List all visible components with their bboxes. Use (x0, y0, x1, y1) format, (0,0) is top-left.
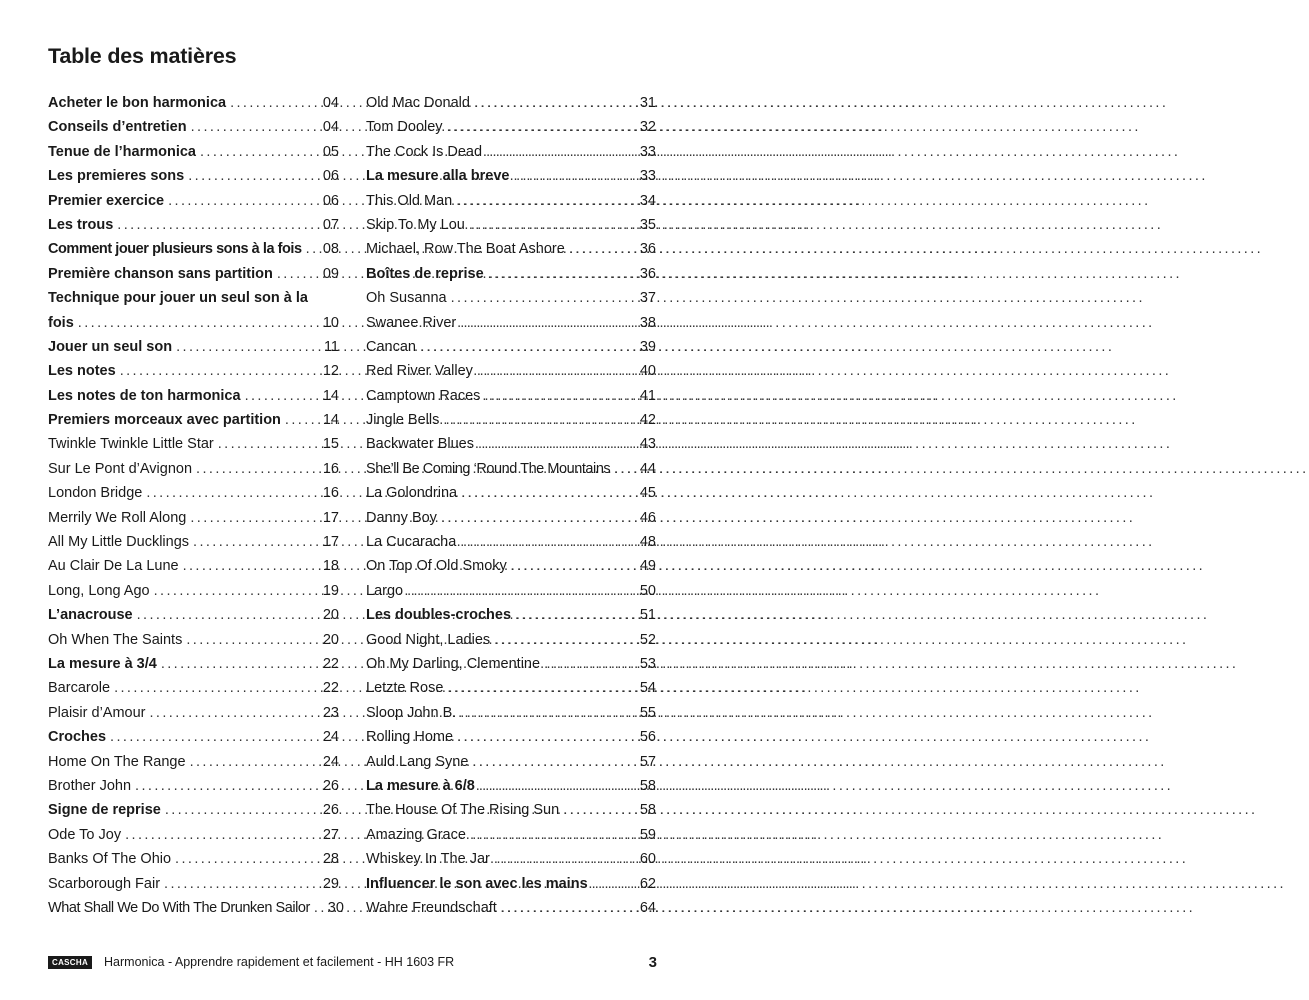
toc-entry (48, 140, 339, 164)
toc-entry (48, 872, 339, 896)
toc-entry (366, 823, 656, 847)
toc-entry (366, 115, 656, 139)
dot-leader (443, 408, 632, 432)
dot-leader (218, 432, 315, 456)
toc-entry-page: 22 (322, 680, 339, 697)
toc-entry-title: Camptown Races (366, 387, 481, 404)
toc-entry-page: 43 (639, 436, 656, 453)
toc-entry-title: Amazing Grace (366, 826, 466, 843)
toc-entry-page: 28 (322, 851, 339, 868)
toc-entry-page: 49 (639, 558, 656, 575)
toc-entry (48, 750, 339, 774)
toc-entry (48, 457, 339, 481)
dot-leader (407, 579, 632, 603)
dot-leader (472, 750, 632, 774)
toc-entry-page: 36 (639, 265, 656, 282)
toc-entry-page: 26 (322, 777, 339, 794)
toc-entry-title: Old Mac Donald (366, 95, 470, 111)
dot-leader (460, 530, 632, 554)
dot-leader (117, 213, 315, 237)
dot-leader (154, 579, 315, 603)
toc-entry-title: The House Of The Rising Sun (366, 802, 560, 819)
toc-entry (366, 91, 656, 115)
toc-entry-title: Croches (48, 729, 107, 746)
dot-leader (150, 701, 316, 725)
dot-leader (114, 676, 315, 700)
toc-entry-title: Twinkle Twinkle Little Star (48, 436, 214, 453)
toc-entry-title: Scarborough Fair (48, 875, 161, 892)
toc-entry (48, 384, 339, 408)
dot-leader (457, 725, 632, 749)
toc-entry (366, 408, 656, 432)
toc-entry (48, 481, 339, 505)
toc-entry-title: All My Little Ducklings (48, 534, 190, 551)
toc-entry-title: Rolling Home (366, 729, 454, 746)
toc-entry-title: What Shall We Do With The Drunken Sailor (48, 899, 310, 916)
dot-leader (513, 164, 632, 188)
toc-entry-page: 32 (639, 119, 656, 136)
toc-entry-title: The Cock Is Dead (366, 143, 483, 160)
toc-entry-page: 06 (322, 192, 339, 209)
toc-entry (48, 91, 339, 115)
dot-leader (314, 896, 320, 920)
toc-entry-title: Skip To My Lou (366, 216, 465, 233)
toc-entry-page: 38 (639, 314, 656, 331)
toc-entry-title: La mesure à 6/8 (366, 777, 475, 794)
toc-entry-title: Danny Boy (366, 509, 437, 526)
dot-leader (460, 311, 632, 335)
dot-leader (137, 603, 315, 627)
toc-entry-page: 58 (639, 802, 656, 819)
dot-leader (461, 481, 632, 505)
dot-leader (501, 896, 632, 920)
toc-entry (48, 237, 339, 261)
toc-entry-page: 58 (639, 777, 656, 794)
toc-entry (48, 701, 339, 725)
toc-entry-page: 52 (639, 631, 656, 648)
toc-entry (366, 774, 656, 798)
toc-entry-title: Whiskey In The Jar (366, 851, 490, 868)
toc-entry-page: 31 (639, 95, 656, 111)
dot-leader (188, 164, 315, 188)
toc-entry-title: Jingle Bells (366, 412, 440, 429)
toc-entry-title: Oh Susanna (366, 290, 447, 307)
toc-entry-page: 27 (322, 826, 339, 843)
toc-column-right (366, 91, 656, 920)
toc-entry-page: 06 (322, 168, 339, 185)
toc-entry-page: 57 (639, 753, 656, 770)
toc-entry-page: 53 (639, 655, 656, 672)
toc-entry-page: 04 (322, 95, 339, 111)
toc-entry (48, 164, 339, 188)
toc-entry-title: Barcarole (48, 680, 111, 697)
toc-entry-title: Banks Of The Ohio (48, 851, 172, 868)
toc-entry-title: Les trous (48, 216, 114, 233)
toc-entry (48, 676, 339, 700)
toc-entry-page: 26 (322, 802, 339, 819)
toc-entry-page: 08 (322, 241, 339, 258)
toc-entry-page: 09 (322, 265, 339, 282)
dot-leader (161, 652, 315, 676)
dot-leader (165, 798, 315, 822)
toc-entry-page: 44 (639, 460, 656, 477)
toc-entry-title: Jouer un seul son (48, 338, 173, 355)
dot-leader (110, 725, 315, 749)
toc-entry-page: 54 (639, 680, 656, 697)
toc-entry-page: 33 (639, 143, 656, 160)
dot-leader (164, 872, 315, 896)
publisher-logo: CASCHA (48, 956, 92, 969)
toc-entry (366, 676, 656, 700)
toc-entry (366, 530, 656, 554)
toc-entry-continuation (48, 311, 339, 335)
toc-entry (366, 652, 656, 676)
dot-leader (470, 823, 632, 847)
dot-leader (120, 359, 315, 383)
toc-entry-title: Acheter le bon harmonica (48, 95, 227, 111)
toc-entry-title: Sloop John B. (366, 704, 457, 721)
toc-entry-title: Long, Long Ago (48, 582, 150, 599)
dot-leader (196, 457, 315, 481)
toc-entry (48, 530, 339, 554)
toc-entry-title: Signe de reprise (48, 802, 161, 819)
toc-entry (48, 359, 339, 383)
toc-entry-title: On Top Of Old Smoky (366, 558, 507, 575)
toc-entry (366, 432, 656, 456)
toc-entry-title-cont: fois (48, 314, 74, 331)
toc-entry (48, 554, 339, 578)
page-number: 3 (648, 953, 657, 971)
toc-entry (366, 286, 656, 310)
toc-entry-title: Ode To Joy (48, 826, 122, 843)
dot-leader (474, 91, 632, 115)
toc-entry-page: 29 (322, 875, 339, 892)
dot-leader (460, 701, 632, 725)
dot-leader (488, 262, 632, 286)
toc-entry (48, 774, 339, 798)
dot-leader (494, 847, 632, 871)
dot-leader (191, 115, 315, 139)
dot-leader (569, 237, 632, 261)
toc-entry-title: Largo (366, 582, 404, 599)
footer-text: Harmonica - Apprendre rapidement et facilement - HH 1603 FR (104, 955, 455, 969)
toc-entry (366, 237, 656, 261)
toc-entry-page: 16 (322, 460, 339, 477)
toc-entry-title: Brother John (48, 777, 132, 794)
toc-entry-title: Au Clair De La Lune (48, 558, 179, 575)
toc-entry (366, 725, 656, 749)
toc-entry-page: 30 (327, 899, 344, 916)
toc-entry-page: 51 (639, 607, 656, 624)
toc-entry (366, 311, 656, 335)
toc-entry-page: 04 (322, 119, 339, 136)
toc-entry (366, 554, 656, 578)
toc-entry-page: 46 (639, 509, 656, 526)
toc-entry-page: 20 (322, 607, 339, 624)
toc-entry-title: Letzte Rose (366, 680, 444, 697)
toc-entry-title: Premier exercice (48, 192, 165, 209)
toc-entry (366, 164, 656, 188)
toc-entry-title: Red River Valley (366, 363, 473, 380)
dot-leader (469, 213, 632, 237)
toc-entry-page: 39 (639, 338, 656, 355)
toc-entry (48, 798, 339, 822)
toc-entry-title: La Cucaracha (366, 534, 457, 551)
toc-entry-title: Auld Lang Syne (366, 753, 469, 770)
toc-entry-title: Swanee River (366, 314, 457, 331)
toc-entry-page: 17 (322, 534, 339, 551)
toc-entry (48, 408, 339, 432)
toc-entry-title: Premiers morceaux avec partition (48, 412, 281, 429)
dot-leader (614, 457, 632, 481)
dot-leader (420, 335, 632, 359)
toc-entry-page: 33 (639, 168, 656, 185)
toc-entry-page: 12 (322, 363, 339, 380)
toc-entry (366, 189, 656, 213)
toc-entry (366, 579, 656, 603)
toc-entry-page: 10 (322, 314, 339, 331)
toc-entry-page: 55 (639, 704, 656, 721)
dot-leader (484, 384, 632, 408)
toc-entry-title: La Golondrina (366, 485, 458, 502)
toc-entry-title: Sur Le Pont d’Avignon (48, 460, 193, 477)
toc-entry-title: Oh When The Saints (48, 631, 183, 648)
dot-leader (176, 335, 315, 359)
toc-entry (366, 359, 656, 383)
toc-entry-page: 40 (639, 363, 656, 380)
dot-leader (447, 115, 632, 139)
toc-entry-page: 05 (322, 143, 339, 160)
toc-entry-title: L’anacrouse (48, 607, 133, 624)
dot-leader (486, 140, 632, 164)
toc-entry-page: 11 (323, 338, 339, 355)
toc-entry (48, 628, 339, 652)
dot-leader (306, 237, 315, 261)
dot-leader (175, 847, 315, 871)
toc-entry (48, 823, 339, 847)
dot-leader (479, 774, 632, 798)
toc-entry-page: 24 (322, 729, 339, 746)
toc-entry-page: 17 (322, 509, 339, 526)
toc-entry-page: 59 (639, 826, 656, 843)
toc-entry-page: 23 (322, 704, 339, 721)
dot-leader (511, 554, 632, 578)
toc-entry (48, 652, 339, 676)
toc-entry-page: 19 (322, 582, 339, 599)
toc-entry (366, 628, 656, 652)
toc-entry-page: 22 (322, 656, 339, 672)
toc-entry (366, 481, 656, 505)
dot-leader (477, 359, 632, 383)
dot-leader (186, 628, 315, 652)
dot-leader (125, 823, 315, 847)
toc-entry-title: This Old Man (366, 192, 453, 209)
toc-entry (366, 213, 656, 237)
toc-entry (366, 384, 656, 408)
toc-entry (366, 701, 656, 725)
toc-entry-title: Oh My Darling, Clementine (366, 655, 541, 672)
dot-leader (245, 384, 315, 408)
toc-column-left (48, 91, 344, 920)
toc-entry-title: Les notes (48, 363, 116, 380)
toc-entry-title: Les premieres sons (48, 168, 185, 185)
toc-entry (48, 579, 339, 603)
toc-entry-page: 50 (639, 582, 656, 599)
toc-entry (366, 603, 656, 627)
toc-entry (366, 750, 656, 774)
toc-entry-title: Technique pour jouer un seul son à la (48, 290, 308, 307)
dot-leader (515, 603, 632, 627)
dot-leader (447, 676, 632, 700)
toc-entry (48, 603, 339, 627)
toc-entry-page: 24 (322, 753, 339, 770)
dot-leader (285, 408, 315, 432)
toc-entry-page: 48 (639, 534, 656, 551)
dot-leader (563, 798, 632, 822)
toc-entry-title: Merrily We Roll Along (48, 509, 187, 526)
toc-entry (366, 506, 656, 530)
toc-entry (366, 872, 656, 896)
toc-entry-title: Plaisir d’Amour (48, 704, 146, 721)
dot-leader (277, 262, 315, 286)
toc-entry-page: 07 (322, 216, 339, 233)
toc-entry (48, 213, 339, 237)
toc-entry-title: Boîtes de reprise (366, 265, 484, 282)
toc-entry-title: Tenue de l’harmonica (48, 143, 196, 160)
dot-leader (478, 432, 632, 456)
toc-entry (48, 189, 339, 213)
page-title: Table des matières (48, 44, 237, 68)
dot-leader (494, 628, 632, 652)
toc-entry (48, 847, 339, 871)
dot-leader (168, 189, 315, 213)
toc-entry-page: 42 (639, 412, 656, 429)
toc-entry-title: Michael, Row The Boat Ashore (366, 241, 565, 258)
toc-entry (366, 847, 656, 871)
toc-entry-page: 64 (639, 899, 656, 916)
dot-leader (135, 774, 315, 798)
toc-entry-page: 14 (322, 412, 339, 429)
toc-entry-page: 14 (322, 387, 339, 404)
dot-leader (592, 872, 632, 896)
toc-entry (366, 896, 656, 920)
toc-entry (48, 286, 339, 335)
dot-leader (190, 506, 315, 530)
toc-entry-title: La mesure à 3/4 (48, 656, 157, 672)
toc-entry (366, 798, 656, 822)
toc-entry (48, 115, 339, 139)
toc-entry-title: London Bridge (48, 485, 143, 502)
toc-entry-title: La mesure alla breve (366, 168, 510, 185)
dot-leader (441, 506, 632, 530)
toc-entry (366, 262, 656, 286)
toc-entry-page: 41 (639, 387, 656, 404)
toc-entry-title: Cancan (366, 338, 416, 355)
toc-entry-page: 56 (639, 729, 656, 746)
toc-entry (366, 335, 656, 359)
dot-leader (544, 652, 632, 676)
toc-entry-page: 37 (639, 290, 656, 307)
toc-entry-page: 20 (322, 631, 339, 648)
toc-entry-title: Home On The Range (48, 753, 186, 770)
dot-leader (456, 189, 632, 213)
dot-leader (78, 311, 315, 335)
toc-entry-title: She’ll Be Coming ‘Round The Mountains (366, 460, 611, 477)
toc-entry (48, 506, 339, 530)
toc-entry-title: Wahre Freundschaft (366, 899, 497, 916)
toc-entry-title: Conseils d’entretien (48, 119, 187, 136)
toc-entry-title: Première chanson sans partition (48, 265, 273, 282)
toc-entry (366, 140, 656, 164)
toc-entry-page: 15 (322, 436, 339, 453)
dot-leader (230, 91, 315, 115)
toc-entry (48, 335, 339, 359)
toc-entry (48, 896, 344, 920)
toc-entry-page: 35 (639, 216, 656, 233)
toc-entry-page: 45 (639, 485, 656, 502)
dot-leader (190, 750, 315, 774)
page-footer (48, 951, 657, 973)
toc-entry (48, 432, 339, 456)
dot-leader (146, 481, 315, 505)
toc-entry-page: 18 (322, 558, 339, 575)
toc-entry-title: Influencer le son avec les mains (366, 875, 588, 892)
toc-entry-page: 60 (639, 851, 656, 868)
dot-leader (451, 286, 632, 310)
toc-entry-page: 62 (639, 875, 656, 892)
toc-entry-page: 16 (322, 485, 339, 502)
toc-entry-title: Les doubles-croches (366, 607, 512, 624)
toc-entry-page: 34 (639, 192, 656, 209)
toc-entry (366, 457, 656, 481)
toc-entry-title: Backwater Blues (366, 436, 474, 453)
dot-leader (193, 530, 315, 554)
toc-entry-title: Tom Dooley (366, 119, 443, 136)
toc-entry-title: Good Night, Ladies (366, 631, 491, 648)
toc-entry-page: 36 (639, 241, 656, 258)
dot-leader (200, 140, 315, 164)
toc-entry-title: Les notes de ton harmonica (48, 387, 241, 404)
toc-entry (48, 725, 339, 749)
dot-leader (183, 554, 315, 578)
toc-entry (48, 262, 339, 286)
toc-entry-title: Comment jouer plusieurs sons à la fois (48, 241, 302, 258)
